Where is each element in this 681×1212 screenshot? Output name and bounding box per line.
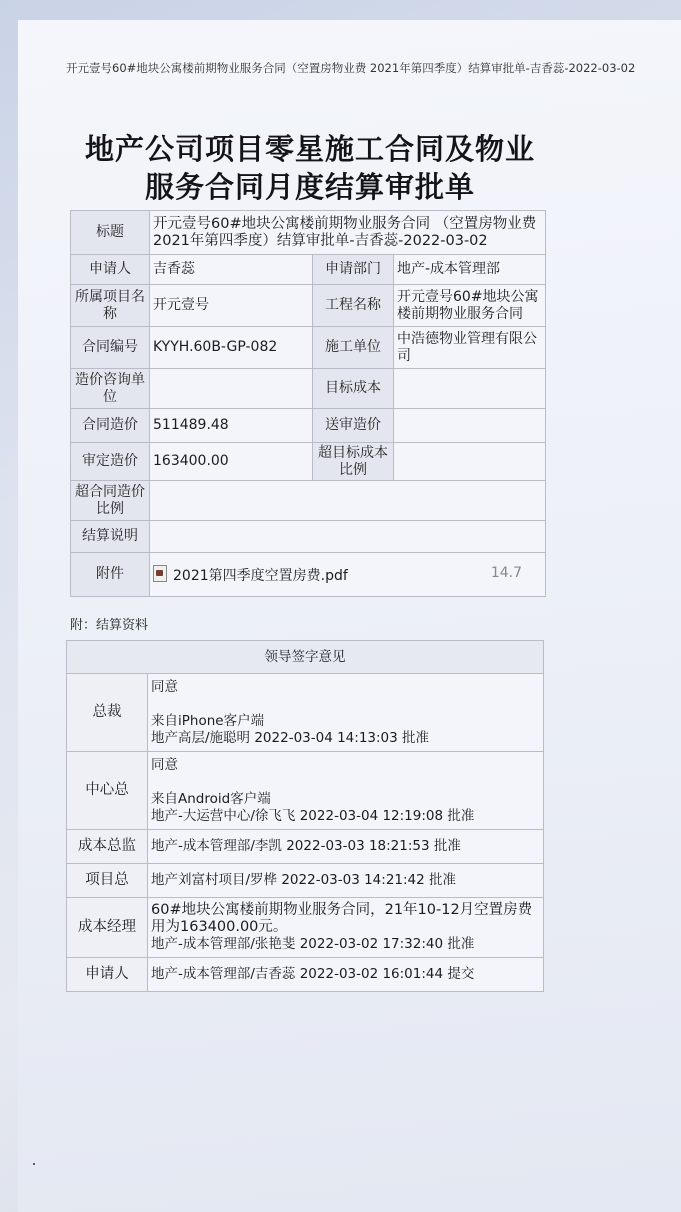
page-header: 开元壹号60#地块公寓楼前期物业服务合同（空置房物业费 2021年第四季度）结算审批单-吉香蕊-2022-03-02 [66, 61, 636, 75]
signature-row [67, 674, 544, 752]
opinion-line: 同意 [151, 678, 178, 695]
paper-speck [33, 1163, 35, 1165]
signature-row [67, 752, 544, 830]
target-label: 目标成本 [313, 369, 394, 409]
form-row-over-contract [71, 481, 546, 521]
opinion-line: 来自iPhone客户端 [151, 712, 265, 729]
over-target-value [394, 443, 546, 481]
signature-line: 地产-成本管理部/李凯 2022-03-03 18:21:53 批准 [148, 830, 544, 864]
signer-role: 成本经理 [67, 898, 148, 958]
signer-role: 中心总 [67, 752, 148, 830]
signature-row [67, 830, 544, 864]
opinion-line [151, 774, 540, 791]
attachment-label: 附件 [71, 553, 150, 597]
dept-value: 地产-成本管理部 [394, 255, 546, 285]
title-line-2: 服务合同月度结算审批单 [144, 170, 475, 204]
project-value: 开元壹号 [150, 285, 313, 327]
submit-price-label: 送审造价 [313, 409, 394, 443]
attachment-cell [150, 553, 546, 597]
signature-header-row [67, 641, 544, 674]
signature-line: 地产-成本管理部/吉香蕊 2022-03-02 16:01:44 提交 [148, 958, 544, 992]
submit-price-value [394, 409, 546, 443]
signer-role: 总裁 [67, 674, 148, 752]
dept-label: 申请部门 [313, 255, 394, 285]
over-contract-label: 超合同造价比例 [71, 481, 150, 521]
opinion-line: 60#地块公寓楼前期物业服务合同，21年10-12月空置房费用为163400.00元。 [151, 902, 533, 935]
consult-label: 造价咨询单位 [71, 369, 150, 409]
applicant-value: 吉香蕊 [150, 255, 313, 285]
signer-role: 申请人 [67, 958, 148, 992]
pdf-file-icon [153, 565, 167, 582]
signer-role: 成本总监 [67, 830, 148, 864]
signature-table [66, 640, 544, 992]
engineering-label: 工程名称 [313, 285, 394, 327]
form-row-contract [71, 327, 546, 369]
form-row-approved [71, 443, 546, 481]
opinion-line: 同意 [151, 756, 178, 773]
contractor-label: 施工单位 [313, 327, 394, 369]
form-row-project [71, 285, 546, 327]
appendix-note: 附：结算资料 [70, 618, 149, 633]
title-line-1: 地产公司项目零星施工合同及物业 [84, 132, 535, 166]
project-label: 所属项目名称 [71, 285, 150, 327]
approved-price-value: 163400.00 [150, 443, 313, 481]
title-label: 标题 [71, 211, 150, 255]
contract-no-label: 合同编号 [71, 327, 150, 369]
signature-row [67, 864, 544, 898]
form-row-consult [71, 369, 546, 409]
opinion-line: 来自Android客户端 [151, 790, 271, 807]
signature-row [67, 898, 544, 958]
signature-line: 地产刘富村项目/罗桦 2022-03-03 14:21:42 批准 [148, 864, 544, 898]
attachment-link[interactable]: 2021第四季度空置房费.pdf [173, 567, 348, 584]
settle-note-label: 结算说明 [71, 521, 150, 553]
signature-row [67, 958, 544, 992]
engineering-value: 开元壹号60#地块公寓楼前期物业服务合同 [394, 285, 546, 327]
form-row-price [71, 409, 546, 443]
contract-no-value: KYYH.60B-GP-082 [150, 327, 313, 369]
contract-price-label: 合同造价 [71, 409, 150, 443]
target-value [394, 369, 546, 409]
form-row-applicant [71, 255, 546, 285]
approved-price-label: 审定造价 [71, 443, 150, 481]
contract-price-value: 511489.48 [150, 409, 313, 443]
form-row-attachment [71, 553, 546, 597]
signature-line: 地产-大运营中心/徐飞飞 2022-03-04 12:19:08 批准 [151, 807, 475, 824]
signature-line: 地产高层/施聪明 2022-03-04 14:13:03 批准 [151, 729, 430, 746]
signer-opinion [148, 752, 544, 830]
attachment-size: 14.7 [490, 564, 522, 581]
settle-note-value [150, 521, 546, 553]
settlement-form [70, 210, 546, 597]
signature-header: 领导签字意见 [67, 641, 544, 674]
signer-role: 项目总 [67, 864, 148, 898]
opinion-line [151, 696, 540, 713]
signature-line: 地产-成本管理部/张艳斐 2022-03-02 17:32:40 批准 [151, 936, 475, 952]
title-value: 开元壹号60#地块公寓楼前期物业服务合同 （空置房物业费 2021年第四季度）结算审批单-吉香蕊-2022-03-02 [150, 211, 546, 255]
signer-opinion [148, 674, 544, 752]
signer-opinion [148, 898, 544, 958]
over-target-label: 超目标成本比例 [313, 443, 394, 481]
form-row-settle-note [71, 521, 546, 553]
form-row-title [71, 211, 546, 255]
applicant-label: 申请人 [71, 255, 150, 285]
consult-value [150, 369, 313, 409]
document-title [70, 130, 550, 206]
over-contract-value [150, 481, 546, 521]
contractor-value: 中浩德物业管理有限公司 [394, 327, 546, 369]
